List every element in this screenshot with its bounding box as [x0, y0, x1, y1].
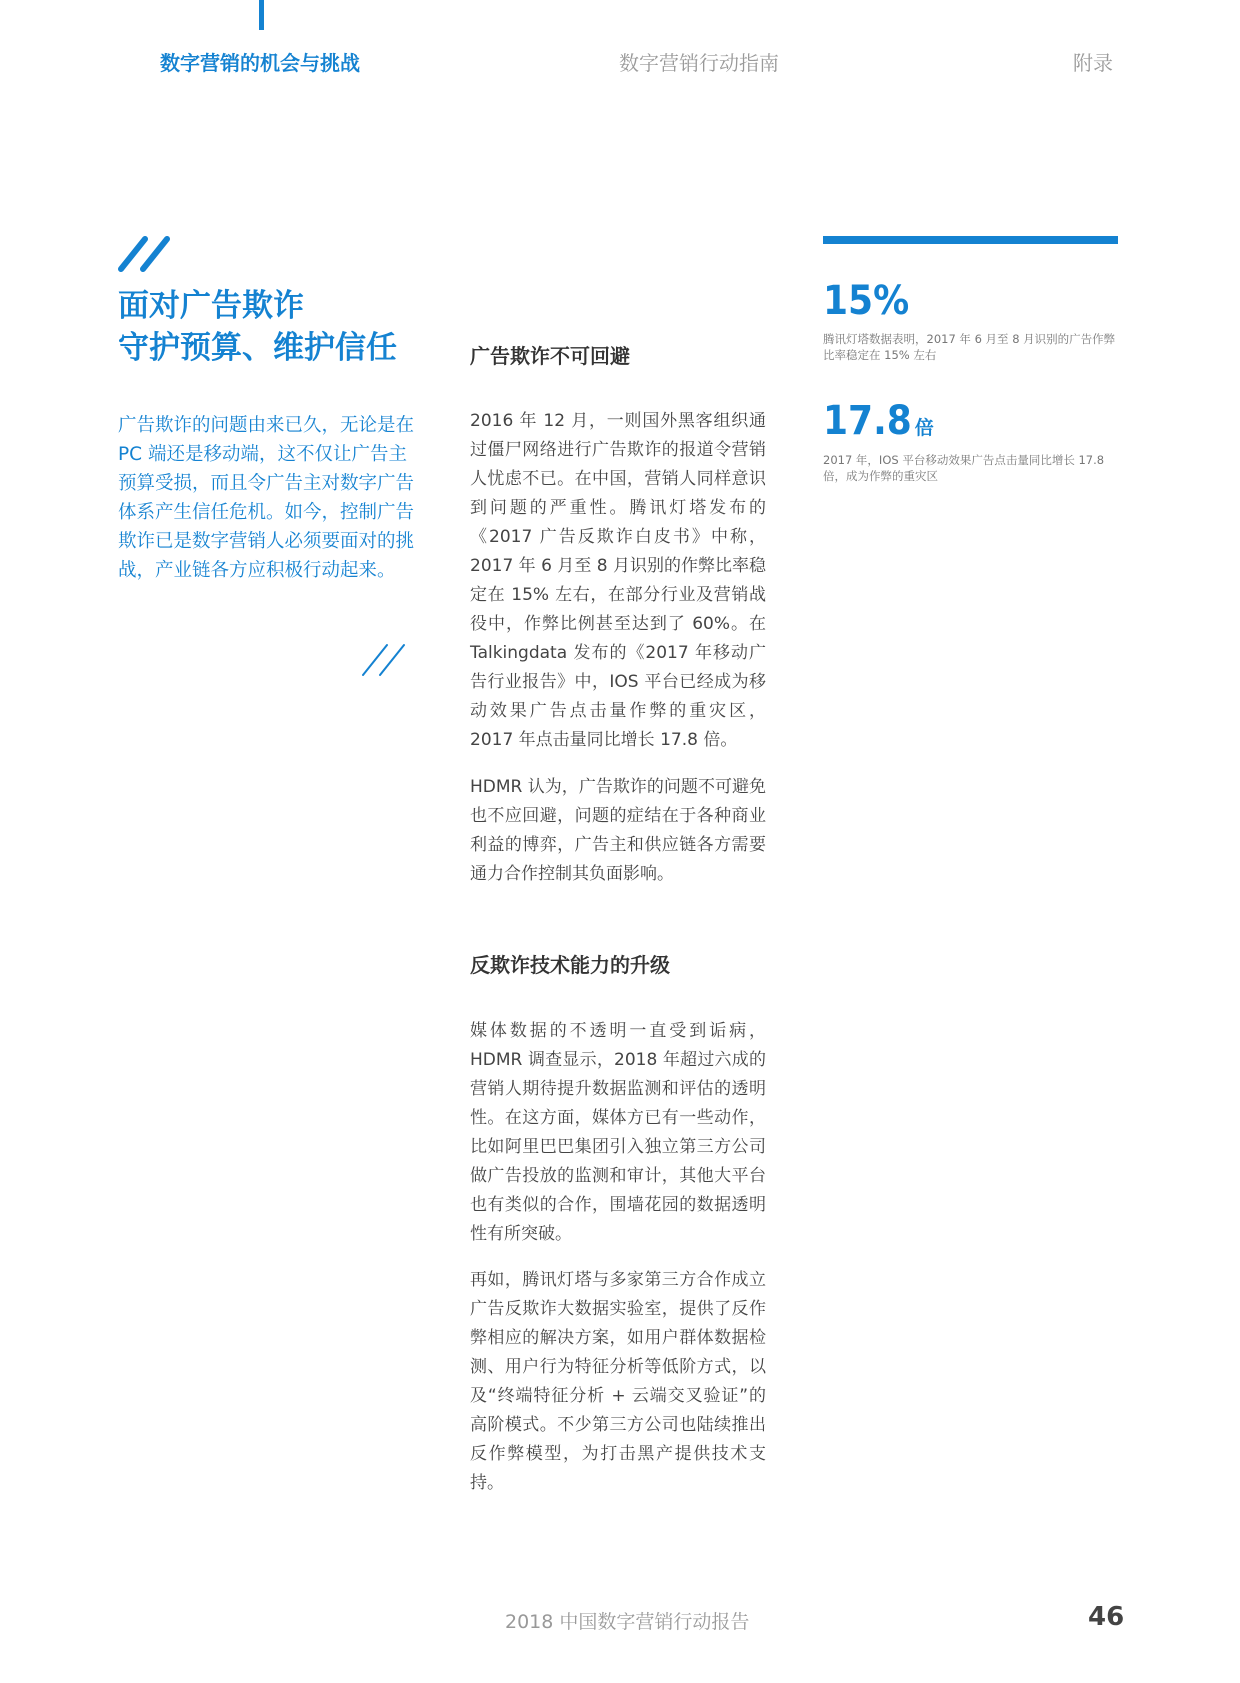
double-slash-icon	[118, 236, 178, 272]
nav-item-appendix[interactable]: 附录	[1073, 51, 1113, 75]
stat-value-click-growth	[823, 397, 934, 452]
section-heading-ad-fraud: 广告欺诈不可回避	[470, 344, 630, 368]
sidebar-accent-bar	[823, 236, 1118, 244]
title-line-1: 面对广告欺诈	[118, 288, 304, 324]
stat-caption-fraud-rate: 腾讯灯塔数据表明，2017 年 6 月至 8 月识别的广告作弊比率稳定在 15% 左右	[823, 332, 1116, 362]
intro-paragraph: 广告欺诈的问题由来已久，无论是在 PC 端还是移动端，这不仅让广告主预算受损，而且令广告主对数字广告体系产生信任危机。如今，控制广告欺诈已是数字营销人必须要面对的挑战，产业链各方应积极行动起来。	[118, 415, 415, 581]
stat-caption-click-growth: 2017 年，IOS 平台移动效果广告点击量同比增长 17.8 倍，成为作弊的重灾区	[823, 453, 1105, 483]
double-slash-outline-icon	[360, 642, 412, 678]
nav-item-action-guide[interactable]: 数字营销行动指南	[619, 51, 779, 75]
stat-value-fraud-rate: 15%	[823, 278, 910, 324]
section1-paragraph-1: 2016 年 12 月，一则国外黑客组织通过僵尸网络进行广告欺诈的报道令营销人忧虑不已。在中国，营销人同样意识到问题的严重性。腾讯灯塔发布的《2017 广告反欺诈白皮书》中称，2017 年 6 月至 8 月识别的作弊比率稳定在 15% 左右，在部分行业及营销战役中，作弊比例甚至达到了 60%。在 Talkingdata 发布的《2017 年移动广告行业报告》中，IOS 平台已经成为移动效果广告点击量作弊的重灾区，2017 年点击量同比增长 17.8 倍。	[470, 411, 766, 750]
nav-item-opportunities[interactable]: 数字营销的机会与挑战	[160, 51, 360, 75]
section-heading-anti-fraud-tech: 反欺诈技术能力的升级	[470, 953, 670, 977]
section2-paragraph-2: 再如，腾讯灯塔与多家第三方合作成立广告反欺诈大数据实验室，提供了反作弊相应的解决方案，如用户群体数据检测、用户行为特征分析等低阶方式，以及“终端特征分析 + 云端交叉验证”的高阶模式。不少第三方公司也陆续推出反作弊模型，为打击黑产提供技术支持。	[470, 1270, 766, 1493]
stat-unit: 倍	[914, 417, 934, 439]
section1-paragraph-2: HDMR 认为，广告欺诈的问题不可避免也不应回避，问题的症结在于各种商业利益的博弈，广告主和供应链各方需要通力合作控制其负面影响。	[470, 777, 766, 884]
footer-report-title: 2018 中国数字营销行动报告	[505, 1611, 750, 1633]
header-accent-rule	[259, 0, 264, 30]
stat-number: 17.8	[823, 398, 912, 444]
section2-paragraph-1: 媒体数据的不透明一直受到诟病，HDMR 调查显示，2018 年超过六成的营销人期待提升数据监测和评估的透明性。在这方面，媒体方已有一些动作，比如阿里巴巴集团引入独立第三方公司做广告投放的监测和审计，其他大平台也有类似的合作，围墙花园的数据透明性有所突破。	[470, 1021, 766, 1244]
title-line-2: 守护预算、维护信任	[118, 330, 397, 366]
page-title	[118, 285, 397, 369]
page-number: 46	[1088, 1602, 1125, 1632]
